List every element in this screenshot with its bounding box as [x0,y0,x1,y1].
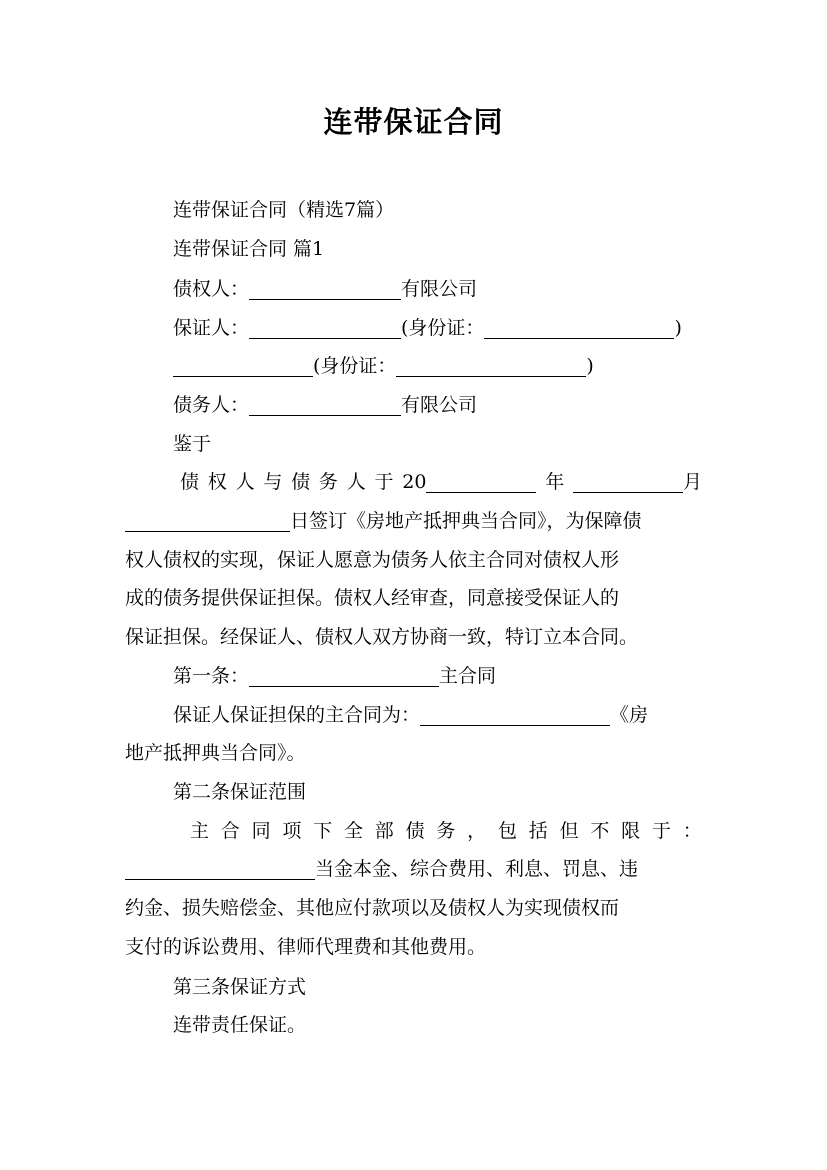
blank-underline [484,315,674,339]
blank-underline [249,276,401,300]
creditor-line: 债权人： 有限公司 [173,278,478,300]
paragraph-line: 地产抵押典当合同》。 [125,742,306,764]
paragraph-line: 债 权 人 与 债 务 人 于 20 年 月 [180,471,702,493]
article-two-heading: 第二条保证范围 [173,781,307,803]
blank-underline [249,315,401,339]
debtor-line: 债务人： 有限公司 [173,394,478,416]
blank-underline [173,353,313,377]
id-line: (身份证： ) [0,347,827,385]
blank-underline [396,353,586,377]
paragraph-line: 支付的诉讼费用、律师代理费和其他费用。 [125,936,487,958]
blank-underline [426,469,536,493]
blank-underline [125,856,315,880]
paragraph-line: 主 合 同 项 下 全 部 债 务 ， 包 括 但 不 限 于 ： [190,820,702,842]
paragraph-line: 权人债权的实现，保证人愿意为债务人依主合同对债权人形 [125,549,620,571]
paragraph-line: 保证人保证担保的主合同为： 《房 [173,704,649,726]
blank-underline [125,508,290,532]
guarantor-line: 保证人： (身份证： ) [173,317,682,339]
blank-underline [420,702,610,726]
blank-underline [573,469,683,493]
article-three-heading: 第三条保证方式 [173,976,307,998]
paragraph-line: 保证担保。经保证人、债权人双方协商一致，特订立本合同。 [125,626,639,648]
blank-underline [249,663,439,687]
paragraph-line: 当金本金、综合费用、利息、罚息、违 [0,850,827,888]
paragraph-line: 连带责任保证。 [173,1014,307,1036]
paragraph-line: 成的债务提供保证担保。债权人经审查，同意接受保证人的 [125,587,620,609]
blank-underline [249,392,401,416]
document-title: 连带保证合同 [323,105,504,139]
section-heading: 连带保证合同 篇1 [173,238,325,260]
whereas-line: 鉴于 [173,433,212,455]
article-one-heading: 第一条： 主合同 [173,665,497,687]
paragraph-line: 约金、损失赔偿金、其他应付款项以及债权人为实现债权而 [125,897,620,919]
paragraph-line: 日签订《房地产抵押典当合同》，为保障债 [0,502,827,540]
subtitle-line: 连带保证合同（精选7篇） [173,199,395,221]
